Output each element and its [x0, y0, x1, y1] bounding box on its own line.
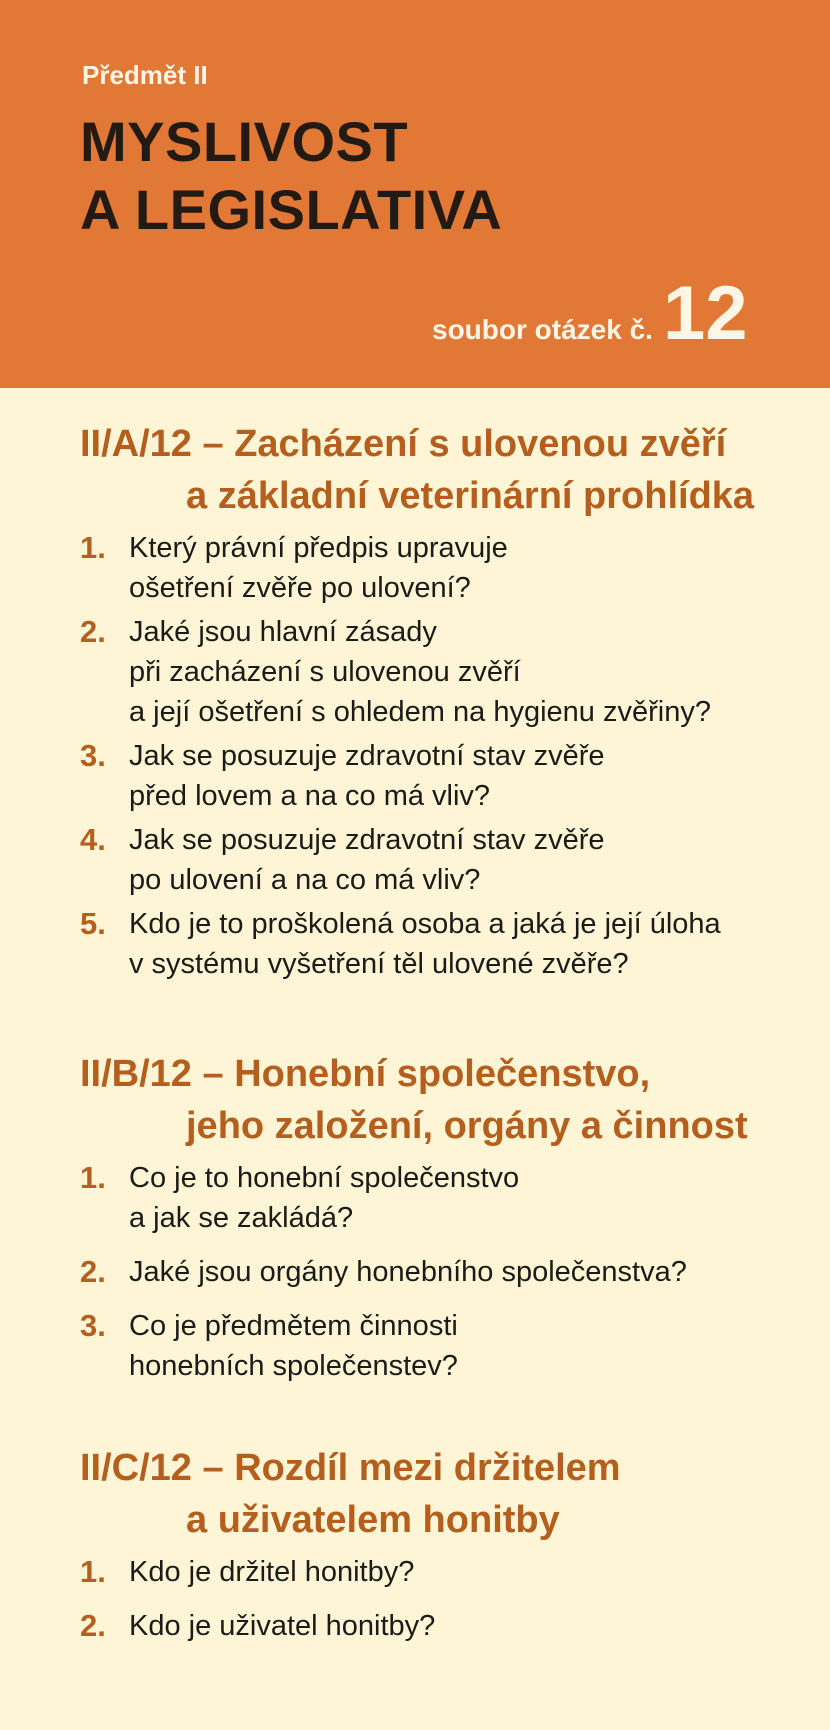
question-set-number: 12 — [662, 271, 748, 356]
section-b — [80, 1048, 810, 1390]
question-item: 2. Jaké jsou orgány honebního společenstva? — [80, 1252, 810, 1292]
question-list — [80, 1158, 810, 1386]
section-heading-line-2: a uživatelem honitby — [186, 1499, 560, 1541]
question-text-line: Co je to honební společenstvo — [129, 1162, 520, 1194]
question-number: 5 — [80, 906, 98, 941]
question-list — [80, 1552, 810, 1646]
title-line-1: MYSLIVOST — [80, 110, 409, 173]
question-number: 1 — [80, 1554, 98, 1589]
question-number: 2 — [80, 1254, 98, 1289]
question-text-line: před lovem a na co má vliv? — [129, 780, 491, 812]
question-number: 4 — [80, 822, 98, 857]
question-set — [432, 270, 747, 357]
question-item: 2. Jaké jsou hlavní zásady při zacházení s ulovenou zvěří a její ošetření s ohledem na hygienu zvěřiny? — [80, 612, 810, 732]
question-text-line: Jak se posuzuje zdravotní stav zvěře — [129, 740, 605, 772]
question-item: 1. Co je to honební společenstvo a jak se zakládá? — [80, 1158, 810, 1238]
question-item: 1. Kdo je držitel honitby? — [80, 1552, 810, 1592]
question-text-line: Co je předmětem činnosti — [129, 1310, 458, 1342]
question-number: 1 — [80, 530, 98, 565]
section-a — [80, 418, 810, 988]
question-number: 2 — [80, 1608, 98, 1643]
question-item: 3. Jak se posuzuje zdravotní stav zvěře před lovem a na co má vliv? — [80, 736, 810, 816]
question-text-line: Jaké jsou orgány honebního společenstva? — [129, 1256, 687, 1288]
section-heading-line-2: jeho založení, orgány a činnost — [186, 1105, 748, 1147]
question-number: 1 — [80, 1160, 98, 1195]
question-text-line: a její ošetření s ohledem na hygienu zvěřiny? — [129, 696, 711, 728]
header-banner — [0, 0, 830, 388]
section-heading-line-1: II/C/12 – Rozdíl mezi držitelem — [80, 1447, 621, 1489]
section-heading — [80, 418, 810, 522]
question-text-line: Kdo je uživatel honitby? — [129, 1610, 436, 1642]
question-set-label: soubor otázek č. — [432, 314, 653, 345]
section-heading — [80, 1442, 810, 1546]
question-text-line: při zacházení s ulovenou zvěří — [129, 656, 521, 688]
question-text-line: Jak se posuzuje zdravotní stav zvěře — [129, 824, 605, 856]
section-heading-line-2: a základní veterinární prohlídka — [186, 475, 755, 517]
section-heading-line-1: II/B/12 – Honební společenstvo, — [80, 1053, 651, 1095]
section-heading-line-1: II/A/12 – Zacházení s ulovenou zvěří — [80, 423, 727, 465]
question-number: 3 — [80, 738, 98, 773]
question-text-line: Který právní předpis upravuje — [129, 532, 508, 564]
question-text-line: Jaké jsou hlavní zásady — [129, 616, 437, 648]
question-text-line: honebních společenstev? — [129, 1350, 458, 1382]
question-item: 1. Který právní předpis upravuje ošetření zvěře po ulovení? — [80, 528, 810, 608]
question-text-line: po ulovení a na co má vliv? — [129, 864, 481, 896]
question-text-line: Kdo je to proškolená osoba a jaká je její úloha — [129, 908, 721, 940]
question-text-line: ošetření zvěře po ulovení? — [129, 572, 471, 604]
section-heading — [80, 1048, 810, 1152]
question-text-line: Kdo je držitel honitby? — [129, 1556, 415, 1588]
section-c — [80, 1442, 810, 1650]
question-item: 5. Kdo je to proškolená osoba a jaká je její úloha v systému vyšetření těl ulovené zvěře? — [80, 904, 810, 984]
question-item: 3. Co je předmětem činnosti honebních společenstev? — [80, 1306, 810, 1386]
subject-label: Předmět II — [82, 60, 208, 90]
question-number: 2 — [80, 614, 98, 649]
question-item: 4. Jak se posuzuje zdravotní stav zvěře po ulovení a na co má vliv? — [80, 820, 810, 900]
question-number: 3 — [80, 1308, 98, 1343]
question-text-line: a jak se zakládá? — [129, 1202, 354, 1234]
question-text-line: v systému vyšetření těl ulovené zvěře? — [129, 948, 629, 980]
title-line-2: A LEGISLATIVA — [80, 178, 503, 241]
question-item: 2. Kdo je uživatel honitby? — [80, 1606, 810, 1646]
page-title — [80, 108, 502, 244]
question-list — [80, 528, 810, 984]
